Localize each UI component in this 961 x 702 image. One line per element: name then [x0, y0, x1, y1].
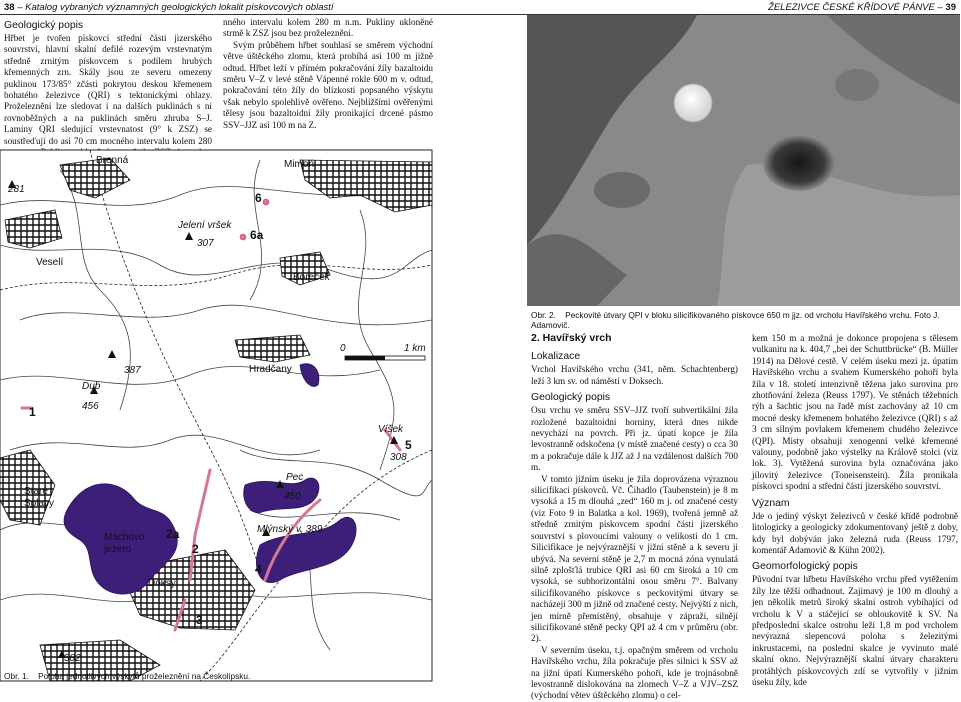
geology-heading: Geologický popis — [4, 20, 84, 31]
label-machovo: Máchovo — [104, 532, 145, 543]
col3-paragraph-3: V severním úseku, t.j. opačným směrem od vrcholu Havířského vrchu, žíla pokračuje přes silnici k SSV až na jižní úpatí Kumerského pohoří, kde je trojnásobně levostranně dislokována na zlomech V–Z a VJV–ZSZ (východní větev úštěckého zlomu) o cel- — [531, 644, 738, 701]
label-2: 2 — [192, 542, 199, 556]
label-307: 307 — [197, 238, 214, 249]
column-3 — [531, 332, 738, 701]
label-dub: Dub — [82, 381, 101, 392]
localization-text: Vrchol Havířského vrchu (341, něm. Schachtenberg) leží 3 km sv. od náměstí v Doksech. — [531, 364, 738, 386]
label-mimon: Mimoň — [284, 159, 315, 170]
col3-paragraph-1: Osu vrchu ve směru SSV–JJZ tvoří subvertikální žíla rozložené bazaltoidní horniny, která dnes nikde nevychází na povrch. Při jz. úpatí kopce je žíla levostranně odskočena (v místě značené cesty) o cca 30 m a pokračuje dále k JJZ až J na vzdálenost dalších 700 m. — [531, 405, 738, 473]
label-6a: 6a — [250, 228, 264, 242]
col3-paragraph-2: V tomto jižním úseku je žíla doprovázena výraznou silicifikací pískovců. Vč. Čihadlo (Taubenstein) je 8 m vysoká a 15 m dlouhá „zed“ 160 m j. od značené cesty (viz Foto 9 in Balatka a kol. 1969), tvořená jemně až středně zrnitým pískovcem spodní části jizerského souvrství s plovoucími valouny o velikosti do 1 cm. Silicifikace je nejvýraznější v jižní stěně a k severu ji ubývá. Na severní stěně je 2,7 m mocná zóna vynulatá silně zplošťlá trubice QRI asi 60 cm široká a 10 cm vysoká, se subhorizontální osou směru 7°. Balvany silicifikovaného pískovce s peckovitými útvary se nacházejí 300 m jižně od značené cesty. Nejvýští z nich, jen mírně přemístěný, obsahuje v zápraží, silnějí silicifikované stěně pecky QPI až 4 cm v průměru (obr. 2). — [531, 473, 738, 644]
concretion-pit — [763, 135, 835, 191]
rock-photo — [527, 15, 960, 306]
label-brenna: Brenná — [96, 155, 129, 166]
section-heading: 2. Havířský vrch — [531, 332, 612, 344]
label-visek: Víšek — [378, 424, 404, 435]
label-4: 4 — [255, 562, 262, 576]
column-1 — [4, 17, 212, 170]
label-281: 281 — [8, 184, 25, 195]
label-3: 3 — [196, 613, 203, 627]
label-doksy: Doksy — [148, 578, 176, 589]
geology-heading-2: Geologický popis — [531, 392, 611, 404]
column-2 — [223, 17, 433, 145]
page-header — [0, 0, 960, 14]
label-308: 308 — [390, 452, 407, 463]
label-382: 382 — [64, 653, 81, 664]
label-450: 450 — [284, 491, 301, 502]
scale-bar — [345, 356, 425, 360]
figure-2-caption — [531, 310, 961, 330]
label-jezero: jezero — [104, 544, 132, 555]
col2-paragraph-2: Svým průběhem hřbet souhlasí se směrem východní větve úštěckého zlomu, která probíhá asi 100 m jižně odtud. Hřbet leží v přímém pokračování žíly bazaltoidu směru V–Z v levé stěně Vápenné rokle 600 m v. odtud, pokračování této žíly do blízkosti popsaného výskytu však nebylo spolehlivě ověřeno. Nejbližšími ověřenými tělesy jsou bazaltoidní žíly pronikající drcené pásmo SSV–JJZ asi 100 m na Z. — [223, 39, 433, 130]
fig1-text: Poloha jednotlivých výskytů proželeznění na Českolipsku. — [38, 671, 251, 681]
header-left: 38 – Katalog vybraných významných geologických lokalit pískovcových oblastí — [4, 2, 334, 13]
running-title-left: Katalog vybraných významných geologických lokalit pískovcových oblastí — [25, 2, 334, 13]
running-title-right: ŽELEZIVCE ČESKÉ KŘÍDOVÉ PÁNVE — [768, 2, 935, 13]
col4-paragraph-1: kem 150 m a možná je dokonce propojena s tělesem vulkanitu na k. 404,7 „bei der Schuttbrücke“ (B. Müller 1914) na Dělové cestě. V celém úseku mezi jz. úpatím Havířského vrchu a svahem Kumerského pohoří byla žíla v 18. století intenzivně těžena jako surovina pro zhotňování železa (Reuss 1797). Ve stěnách těžebních rýh a šachtic jsou na řadě míst zachovány až 10 cm mocné desky křemenem bohatého železivce (QRI) s až 3 cm silným povlakem křemenem chudého železivce (QPI). Misty obsahují xenogenní velké křemenné valouny, podobně jako výstelky na Králově stolci (viz lok. 3). Vytěžená surovina byla označována jako jílovitý železivce (Toneisenstein). Žíla pronikala pískovci spodní a střední části jizerského souvrství. — [752, 333, 958, 492]
geomorphology-text: Původní tvar hřbetu Havířského vrchu před vytěžením žíly lze těžší odhadnout. Zajímavý je 100 m dlouhý a jen několik metrů široký skalní ostroh vybíhající od vrcholu k V a stáčející se obloukovitě k SV. Na předposlední skalce ostrohu leží 1,8 m pod vrcholem nevýrazná slepencová poloha s železitými inkrustacemi, na poslední skalce je vyvinuto malé skalní okno. Nejvýraznější skalní útvary charakteru protáhlých pískovcových zdí se vytvořily v jižním úseku žíly, kde — [752, 574, 958, 687]
col2-paragraph-1: nného intervalu kolem 280 m n.m. Pukliny ukloněné strmě k ZSZ jsou bez proželeznění. — [223, 17, 433, 39]
coin-scale — [674, 84, 712, 122]
label-mlynsky: Mlýnský v. 389 — [257, 524, 323, 535]
label-hradcany: Hradčany — [249, 364, 292, 375]
label-2a: 2a — [166, 527, 180, 541]
label-6: 6 — [255, 191, 262, 205]
label-456: 456 — [82, 401, 99, 412]
label-387: 387 — [124, 365, 141, 376]
label-scale-1km: 1 km — [404, 343, 426, 354]
label-5: 5 — [405, 438, 412, 452]
localization-heading: Lokalizace — [531, 351, 581, 363]
col1-paragraph: Hřbet je tvořen pískovcí střední části jizerského souvrství, hlavní skalní defilé rozevým vrstevnatým středně zrnitým pískovcem s podílem hrubých křemenných zrn. Skály jsou ze severu omezeny puklinou 173/85° zčásti pokrytou deskou křemenem bohatého železivce (QRI) s tektonickými ohlazy. Proželeznění lze sledovat i na dalších puklinách s ní rovnoběžných a na puklinách směru zhruba S–J. Laminy QRI sledující vrstevnatost (9° k ZSZ) se soustřeďují do asi 70 cm mocného intervalu kolem 280 — [4, 33, 212, 146]
label-splavy: Splavy — [24, 498, 55, 509]
label-1: 1 — [29, 405, 36, 419]
fig1-num: Obr. 1. — [4, 671, 29, 681]
label-scale-0: 0 — [340, 343, 346, 354]
label-jeleni-vrsek: Jelení vršek — [178, 220, 232, 231]
column-4 — [752, 333, 958, 687]
fig2-num: Obr. 2. — [531, 310, 556, 320]
significance-text: Jde o jediný výskyt železivců v české křídě podrobně litologicky a geologicky zdokumentovaný ještě z doby, kdy byl dobýván jako železná ruda (Reuss 1797, komentář Adamovič & Kühn 2002). — [752, 510, 958, 555]
fig2-text: Peckovité útvary QPI v bloku silicifikovaného pískovce 650 m jjz. od vrcholu Havířského vrchu. Foto J. Adamovič. — [531, 310, 940, 330]
header-right: ŽELEZIVCE ČESKÉ KŘÍDOVÉ PÁNVE – 39 — [768, 2, 956, 13]
label-veseli: Veselí — [36, 257, 64, 268]
significance-heading: Význam — [752, 497, 790, 509]
label-stare: Staré — [24, 486, 48, 497]
page-number-left: 38 — [4, 2, 15, 13]
label-borecek: Boreček — [293, 272, 330, 283]
page-number-right: 39 — [945, 2, 956, 13]
label-pec: Pec — [286, 472, 304, 483]
geomorphology-heading: Geomorfologický popis — [752, 561, 858, 573]
figure-1-caption — [4, 671, 250, 681]
